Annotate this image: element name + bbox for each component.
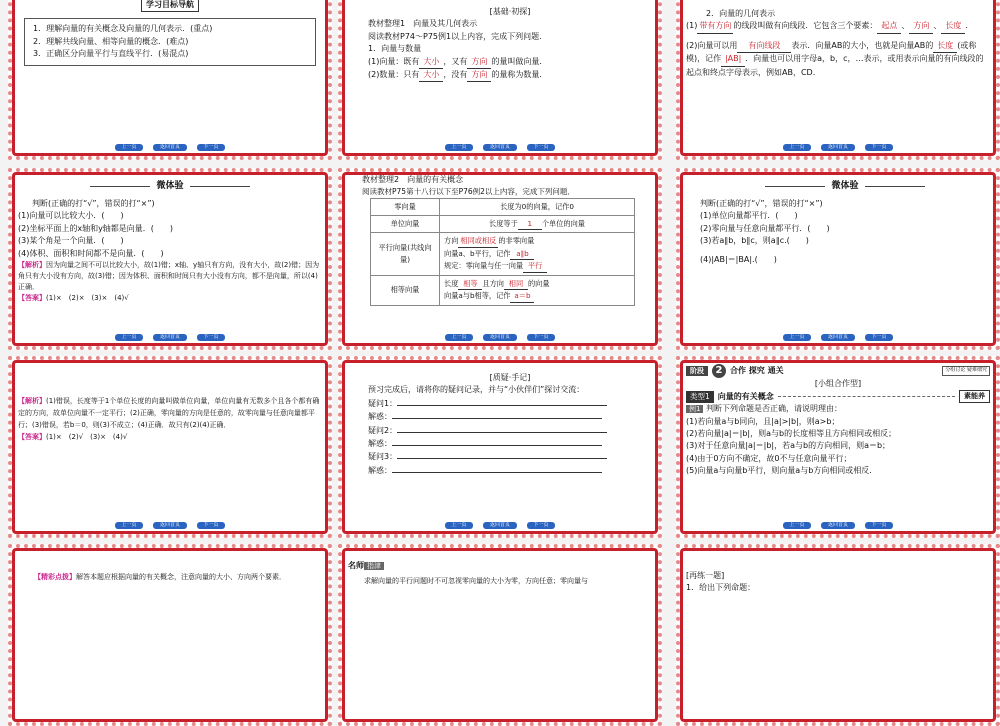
goal-item: 3．正确区分向量平行与直线平行．(易混点) (33, 49, 189, 59)
slide-questions-notes (338, 356, 662, 538)
note-input-line[interactable] (397, 450, 607, 459)
next-page-button[interactable]: 下一页 (865, 334, 893, 341)
section-header: [再练一题] (686, 571, 725, 580)
table-row: 单位向量 长度等于 1 个单位的向量 (371, 215, 635, 233)
home-button[interactable]: 返回首页 (483, 522, 517, 529)
key-point-text: 【精彩点拨】解答本题应根据向量的有关概念，注意向量的大小、方向两个要素． (34, 573, 286, 581)
exercise-intro: 判断(正确的打“√”，错误的打“×”) (700, 198, 823, 208)
type-bar: 类型1 向量的有关概念 素能养 (686, 390, 990, 403)
section-header: [基础·初探] (489, 7, 531, 16)
note-row: 疑问3： (368, 450, 652, 463)
prev-page-button[interactable]: 上一页 (783, 334, 811, 341)
slide-nav (676, 144, 1000, 151)
question-item: (2)零向量与任意向量都平行．( ) (700, 223, 830, 233)
slide-key-points (8, 544, 332, 726)
next-page-button[interactable]: 下一页 (865, 522, 893, 529)
notes-intro: 预习完成后，请将你的疑问记录，并与“小伙伴们”探讨交流： (368, 385, 585, 395)
slide-micro-exercise-2 (676, 168, 1000, 350)
home-button[interactable]: 返回首页 (483, 144, 517, 151)
question-item: (1)向量可以比较大小．( ) (18, 211, 124, 221)
next-page-button[interactable]: 下一页 (197, 334, 225, 341)
prev-page-button[interactable]: 上一页 (445, 144, 473, 151)
answer: 【答案】(1)× (2)× (3)× (4)√ (18, 294, 129, 303)
question-item: (3)某个角是一个向量．( ) (18, 236, 124, 246)
section-header: [质疑·手记] (489, 373, 531, 382)
question-item: (4)体积、面积和时间都不是向量．( ) (18, 248, 164, 258)
note-input-line[interactable] (392, 410, 602, 419)
slide-nav (676, 334, 1000, 341)
home-button[interactable]: 返回首页 (483, 334, 517, 341)
group-header: [小组合作型] (814, 379, 862, 388)
home-button[interactable]: 返回首页 (153, 334, 187, 341)
proposition-item: (3)对于任意向量|a|＝|b|，若a与b的方向相同，则a＝b； (686, 441, 891, 451)
table-row: 平行向量(共线向量) 方向 相同或相反 的非零向量 向量a、b平行，记作 a∥b 规定：零向量与任一向量 平行 (371, 233, 635, 276)
slide-vector-intro (338, 0, 662, 160)
answer-blank: |AB| (721, 53, 745, 66)
note-row: 解惑： (368, 410, 652, 423)
slide-nav (8, 334, 332, 341)
answer-blank: 方向 (467, 69, 491, 82)
subheading: 2．向量的几何表示 (706, 9, 776, 18)
prev-page-button[interactable]: 上一页 (115, 144, 143, 151)
stage-tag: 分组讨论 疑难细究 (942, 366, 990, 376)
answer-blank: 长度 (933, 40, 957, 53)
note-row: 解惑： (368, 464, 652, 477)
prev-page-button[interactable]: 上一页 (445, 334, 473, 341)
slide-cooperative-inquiry (676, 356, 1000, 538)
answer-blank: 方向 (467, 56, 491, 69)
answer-blank: 方向 (909, 20, 933, 33)
slide-geometric-representation (676, 0, 1000, 160)
slide-nav (338, 522, 662, 529)
slide-analysis-answer (8, 356, 332, 538)
slide-teacher-tips (338, 544, 662, 726)
next-page-button[interactable]: 下一页 (197, 144, 225, 151)
note-input-line[interactable] (392, 437, 602, 446)
prev-page-button[interactable]: 上一页 (783, 144, 811, 151)
table-row: 相等向量 长度 相等 且方向 相同 的向量 向量a与b相等，记作 a＝b (371, 275, 635, 305)
prev-page-button[interactable]: 上一页 (115, 522, 143, 529)
prev-page-button[interactable]: 上一页 (115, 334, 143, 341)
vector-notation: (2)向量可以用 有向线段 表示．向量AB的大小，也就是向量AB的 长度 (或称模)，记作 |AB| ．向量也可以用字母a，b，c，…表示，或用表示向量的有向线段的起点和终点字母表示，例如AB，CD. (686, 40, 984, 77)
material-title: 教材整理2 向量的有关概念 (362, 175, 464, 184)
answer-blank: 大小 (419, 56, 443, 69)
note-row: 疑问1： (368, 397, 652, 410)
next-page-button[interactable]: 下一页 (527, 334, 555, 341)
question-item: (2)坐标平面上的x轴和y轴都是向量．( ) (18, 223, 174, 233)
answer-blank: 大小 (419, 69, 443, 82)
material-title: 教材整理1 向量及其几何表示 (368, 19, 478, 29)
slide-nav (8, 144, 332, 151)
directed-segment-definition: (1) 带有方向 的线段叫做有向线段．它包含三个要素： 起点 、 方向 、 长度 ． (686, 20, 990, 33)
scalar-definition: (2)数量：只有 大小 ，没有 方向 的量称为数量． (368, 69, 652, 82)
home-button[interactable]: 返回首页 (821, 522, 855, 529)
next-page-button[interactable]: 下一页 (527, 522, 555, 529)
answer: 【答案】(1)× (2)√ (3)× (4)√ (18, 432, 128, 441)
answer-blank: 起点 (877, 20, 901, 33)
slide-nav (8, 522, 332, 529)
slide-nav (338, 144, 662, 151)
home-button[interactable]: 返回首页 (153, 144, 187, 151)
question-item: (4)|AB|＝|BA|.( ) (700, 254, 777, 264)
practice-item: 1．给出下列命题： (686, 583, 756, 593)
subheading: 1．向量与数量 (368, 44, 422, 54)
note-input-line[interactable] (392, 464, 602, 473)
table-row: 零向量 长度为0的向量，记作0 (371, 199, 635, 216)
goal-item: 1．理解向量的有关概念及向量的几何表示．(重点) (33, 24, 213, 34)
slide-nav (338, 334, 662, 341)
question-item: (1)单位向量都平行．( ) (700, 211, 798, 221)
material-instruction: 阅读教材P75第十八行以下至P76例2以上内容，完成下列问题． (362, 187, 575, 197)
home-button[interactable]: 返回首页 (153, 522, 187, 529)
stage-header: 阶段 2 合作 探究 通关 (686, 364, 784, 378)
example-title: 例1 判断下列命题是否正确，请说明理由： (686, 403, 990, 415)
proposition-item: (5)向量a与向量b平行，则向量a与b方向相同或相反． (686, 466, 878, 476)
analysis: 【解析】(1)错误，长度等于1个单位长度的向量叫做单位向量，单位向量有无数多个且各个都有确定的方向，故单位向量不一定平行；(2)正确，零向量的方向是任意的，故零向量与任意向量都平行；(3)错误，若b＝0，则(3)不成立；(4)正确．故只有(2)(4)正确． (18, 397, 320, 429)
note-input-line[interactable] (397, 397, 607, 406)
question-item: (3)若a∥b，b∥c，则a∥c.( ) (700, 236, 809, 246)
teacher-tips-text: 求解向量的平行问题时不可忽视零向量的大小为零，方向任意；零向量与 (364, 577, 588, 586)
analysis: 【解析】因为向量之间不可以比较大小，故(1)错；x轴、y轴只有方向，没有大小，故(2)错；因为角只有大小没有方向，故(3)错；因为体积、面积和时间只有大小没有方向，都不是向量，所以(4)正确． (18, 260, 320, 292)
prev-page-button[interactable]: 上一页 (445, 522, 473, 529)
note-input-line[interactable] (397, 424, 607, 433)
goals-box (24, 18, 316, 65)
home-button[interactable]: 返回首页 (821, 144, 855, 151)
note-row: 疑问2： (368, 424, 652, 437)
next-page-button[interactable]: 下一页 (197, 522, 225, 529)
next-page-button[interactable]: 下一页 (527, 144, 555, 151)
next-page-button[interactable]: 下一页 (865, 144, 893, 151)
proposition-item: (2)若向量|a|＝|b|，则a与b的长度相等且方向相同或相反； (686, 429, 897, 439)
note-row: 解惑： (368, 437, 652, 450)
goal-item: 2．理解共线向量、相等向量的概念．(难点) (33, 36, 189, 46)
answer-blank: 长度 (941, 20, 965, 33)
answer-blank: 有向线段 (737, 40, 791, 53)
material-instruction: 阅读教材P74～P75例1以上内容，完成下列问题． (368, 31, 548, 41)
slide-learning-goals (8, 0, 332, 160)
slide-practice-again (676, 544, 1000, 726)
section-header: 学习目标导航 (141, 0, 199, 12)
proposition-item: (1)若向量a与b同向，且|a|>|b|，则a>b； (686, 416, 840, 426)
answer-blank: 带有方向 (697, 20, 733, 33)
slide-nav (676, 522, 1000, 529)
teacher-tips-badge: 名师 指津 (348, 560, 652, 572)
concept-table (370, 198, 635, 306)
prev-page-button[interactable]: 上一页 (783, 522, 811, 529)
home-button[interactable]: 返回首页 (821, 334, 855, 341)
exercise-intro: 判断(正确的打“√”，错误的打“×”) (32, 198, 155, 208)
section-title: 微体验 (18, 180, 322, 194)
section-title: 微体验 (700, 180, 990, 194)
vector-definition: (1)向量：既有 大小 ，又有 方向 的量叫做向量． (368, 56, 652, 69)
proposition-item: (4)由于0方向不确定，故0不与任意向量平行； (686, 453, 852, 463)
slide-vector-concepts (338, 168, 662, 350)
slide-micro-exercise-1 (8, 168, 332, 350)
